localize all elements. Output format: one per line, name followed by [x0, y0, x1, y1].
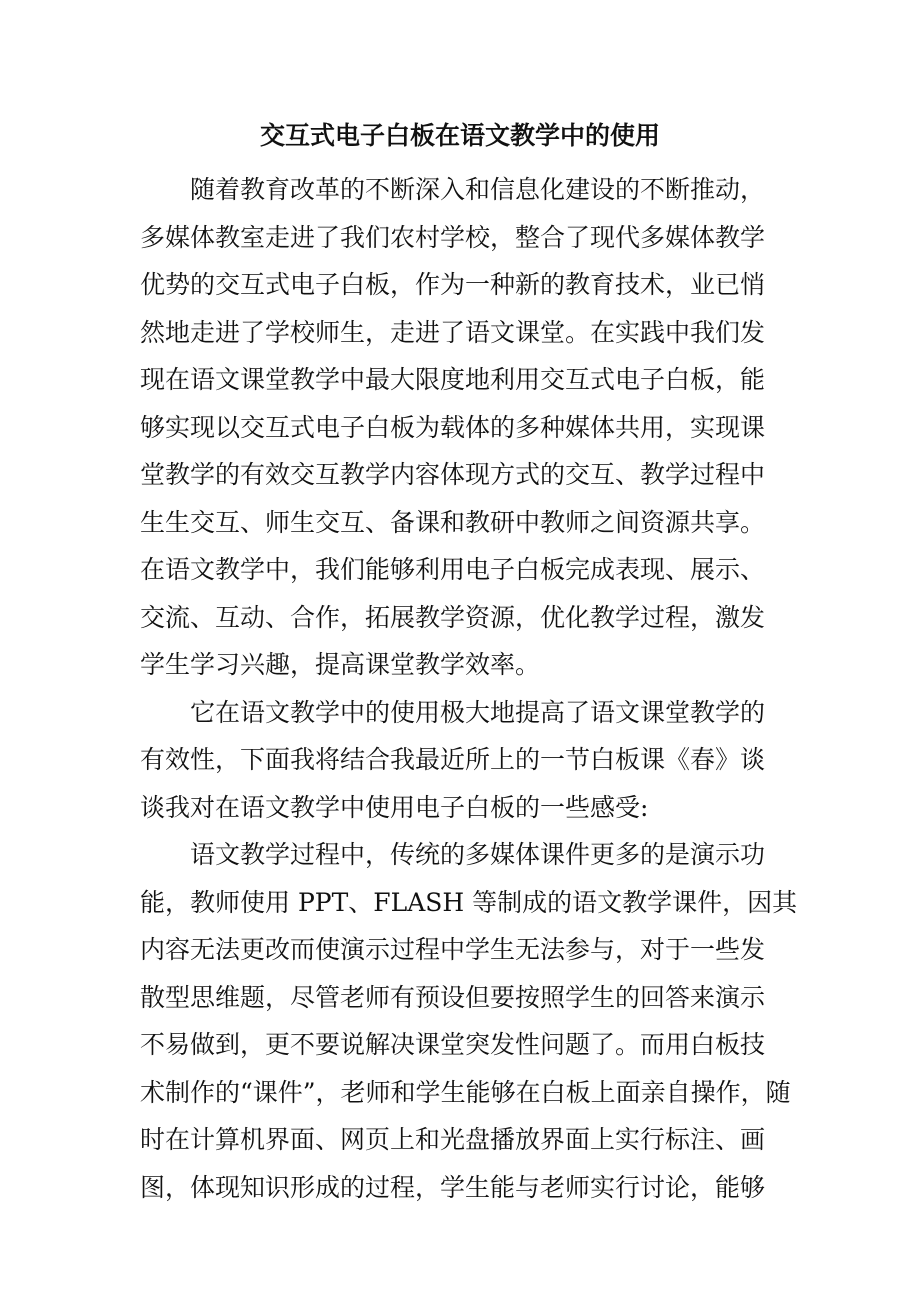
text-line: 在语文教学中，我们能够利用电子白板完成表现、展示、 [140, 555, 766, 584]
text-line: 优势的交互式电子白板，作为一种新的教育技术，业已悄 [140, 270, 766, 299]
document-title: 交互式电子白板在语文教学中的使用 [259, 121, 660, 150]
text-line: 不易做到，更不要说解决课堂突发性问题了。而用白板技 [140, 1030, 766, 1059]
text-line: 散型思维题，尽管老师有预设但要按照学生的回答来演示 [140, 982, 766, 1012]
paragraph-3 [140, 831, 798, 1211]
text-line: 它在语文教学中的使用极大地提高了语文课堂教学的 [190, 697, 766, 727]
text-line: 够实现以交互式电子白板为载体的多种媒体共用，实现课 [140, 412, 766, 442]
text-line: 术制作的“课件”，老师和学生能够在白板上面亲自操作，随 [140, 1077, 791, 1107]
text-line: 现在语文课堂教学中最大限度地利用交互式电子白板，能 [140, 365, 766, 394]
text-line: 能，教师使用 PPT、FLASH 等制成的语文教学课件，因其 [140, 887, 798, 917]
text-line: 语文教学过程中，传统的多媒体课件更多的是演示功 [190, 840, 766, 869]
text-line: 时在计算机界面、网页上和光盘播放界面上实行标注、画 [140, 1125, 766, 1154]
text-line: 然地走进了学校师生，走进了语文课堂。在实践中我们发 [140, 317, 766, 347]
text-line: 随着教育改革的不断深入和信息化建设的不断推动， [190, 175, 766, 204]
text-line: 堂教学的有效交互教学内容体现方式的交互、教学过程中 [140, 460, 766, 489]
text-line: 内容无法更改而使演示过程中学生无法参与，对于一些发 [140, 935, 766, 964]
text-line: 图，体现知识形成的过程，学生能与老师实行讨论，能够 [140, 1172, 766, 1202]
text-line: 有效性，下面我将结合我最近所上的一节白板课《春》谈 [140, 745, 766, 774]
text-line: 交流、互动、合作，拓展教学资源，优化教学过程，激发 [140, 602, 766, 632]
paragraph-2 [140, 689, 780, 832]
text-line: 谈我对在语文教学中使用电子白板的一些感受: [140, 792, 649, 822]
text-line: 学生学习兴趣，提高课堂教学效率。 [140, 650, 541, 679]
document-body [140, 166, 798, 1211]
paragraph-1 [140, 166, 780, 689]
text-line: 多媒体教室走进了我们农村学校，整合了现代多媒体教学 [140, 222, 766, 252]
text-line: 生生交互、师生交互、备课和教研中教师之间资源共享。 [140, 507, 766, 537]
